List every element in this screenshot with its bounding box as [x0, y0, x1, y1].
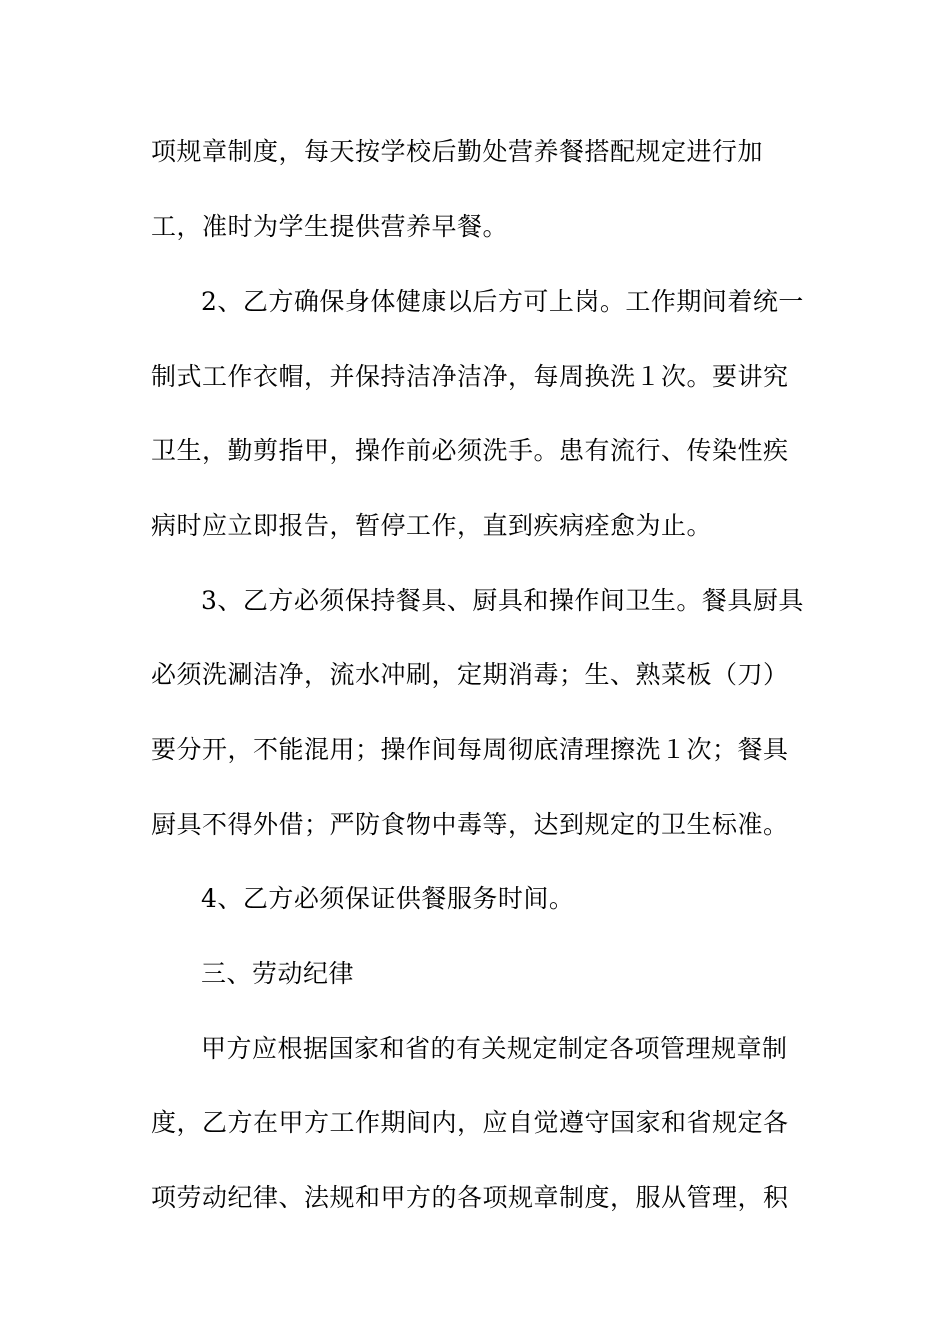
- text-line: 工，准时为学生提供营养早餐。: [151, 212, 509, 241]
- text-line: 制式工作衣帽，并保持洁净洁净，每周换洗１次。要讲究: [151, 362, 789, 391]
- text-line: 项劳动纪律、法规和甲方的各项规章制度，服从管理，积: [151, 1183, 789, 1212]
- paragraph-start: 甲方应根据国家和省的有关规定制定各项管理规章制: [201, 1034, 788, 1063]
- text-line: 卫生，勤剪指甲，操作前必须洗手。患有流行、传染性疾: [151, 436, 789, 465]
- text-line: 项规章制度，每天按学校后勤处营养餐搭配规定进行加: [151, 137, 764, 166]
- text-line: 病时应立即报告，暂停工作，直到疾病痊愈为止。: [151, 511, 713, 540]
- text-line: 必须洗涮洁净，流水冲刷，定期消毒；生、熟菜板（刀）: [151, 660, 789, 689]
- paragraph-item-4: 4、乙方必须保证供餐服务时间。: [201, 884, 575, 913]
- paragraph-item-2: 2、乙方确保身体健康以后方可上岗。工作期间着统一: [201, 287, 804, 316]
- paragraph-item-3: 3、乙方必须保持餐具、厨具和操作间卫生。餐具厨具: [201, 586, 804, 615]
- text-line: 要分开，不能混用；操作间每周彻底清理擦洗１次；餐具: [151, 735, 789, 764]
- text-line: 度，乙方在甲方工作期间内，应自觉遵守国家和省规定各: [151, 1108, 789, 1137]
- text-line: 厨具不得外借；严防食物中毒等，达到规定的卫生标准。: [151, 810, 789, 839]
- section-heading: 三、劳动纪律: [201, 959, 355, 988]
